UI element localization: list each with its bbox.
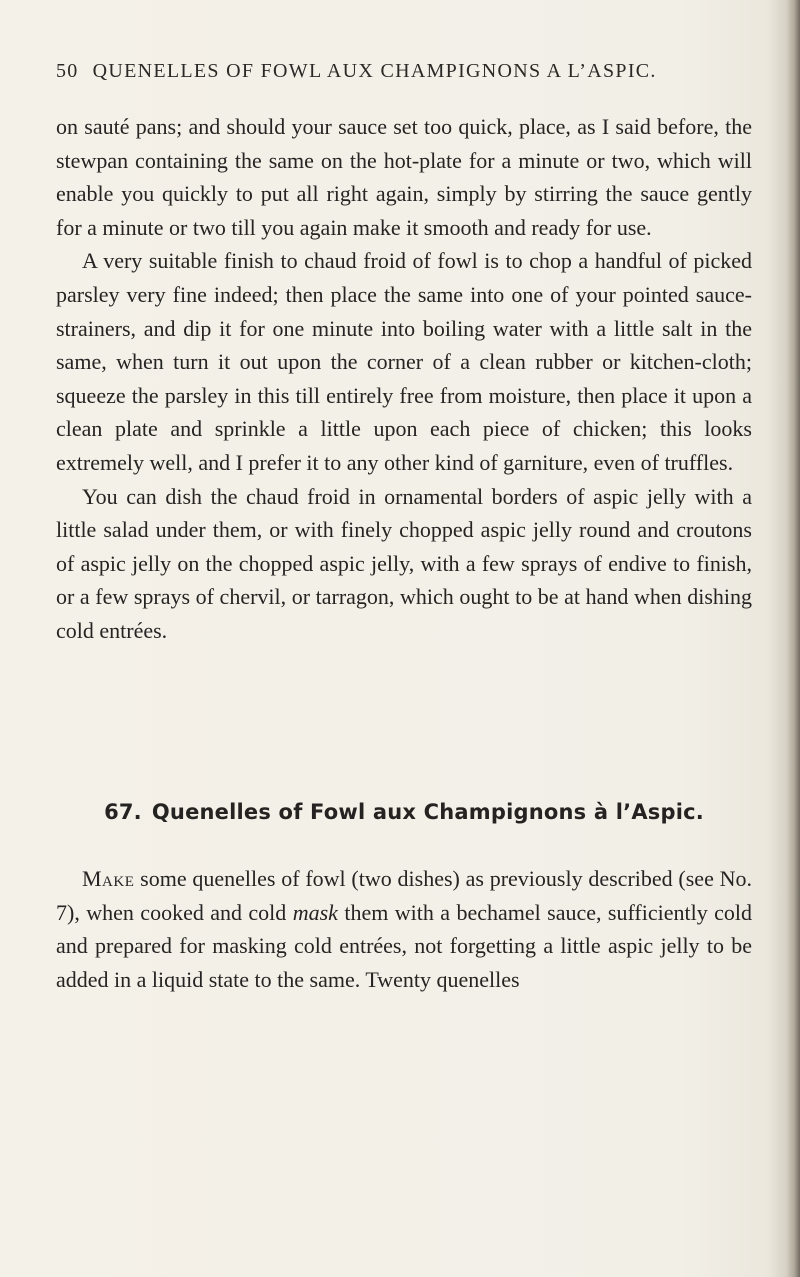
- continued-text: [56, 110, 752, 648]
- recipe-number: 67.: [104, 800, 142, 824]
- paragraph-saute-pans: on sauté pans; and should your sauce set too quick, place, as I said before, the stewpan containing the same on the hot-plate for a minute or two, which will enable you quickly to put all right again, simply by stirring the sauce gently for a minute or two till you again make it smooth and ready for use.: [56, 114, 752, 240]
- running-title: QUENELLES OF FOWL AUX CHAMPIGNONS A L’ASPIC.: [92, 60, 657, 82]
- paragraph-parsley-finish: A very suitable finish to chaud froid of fowl is to chop a handful of picked parsley very fine indeed; then place the same into one of your pointed sauce-strainers, and dip it for one minute into boiling water with a little salt in the same, when turn it out upon the corner of a clean rubber or kitchen-cloth; squeeze the parsley in this till entirely free from moisture, then place it upon a clean plate and sprinkle a little upon each piece of chicken; this looks extremely well, and I prefer it to any other kind of garniture, even of truffles.: [56, 248, 752, 475]
- recipe-heading: [56, 800, 752, 824]
- paragraph-dishing: You can dish the chaud froid in ornamental borders of aspic jelly with a little salad under them, or with finely chopped aspic jelly round and croutons of aspic jelly on the chopped aspic jelly, with a few sprays of endive to finish, or a few sprays of chervil, or tarragon, which ought to be at hand when dishing cold entrées.: [56, 483, 752, 643]
- page-number: 50: [56, 60, 79, 82]
- recipe-body: [56, 862, 752, 996]
- recipe-italic-word: mask: [292, 899, 338, 925]
- recipe-paragraph: [56, 862, 752, 996]
- recipe-text-part-2: them with a bechamel sauce, sufficiently cold and prepared for masking cold entrées, not forgetting a little aspic jelly to be added in a liquid state to the same. Twenty quenelles: [56, 899, 752, 992]
- running-head: [56, 60, 756, 83]
- recipe-lead-word: Make: [82, 866, 135, 891]
- page-edge-shadow: [786, 0, 800, 1277]
- recipe-text-part-1: some quenelles of fowl (two dishes) as previously described (see No. 7), when cooked and cold: [56, 866, 752, 925]
- recipe-title: Quenelles of Fowl aux Champignons à l’Aspic.: [151, 800, 704, 824]
